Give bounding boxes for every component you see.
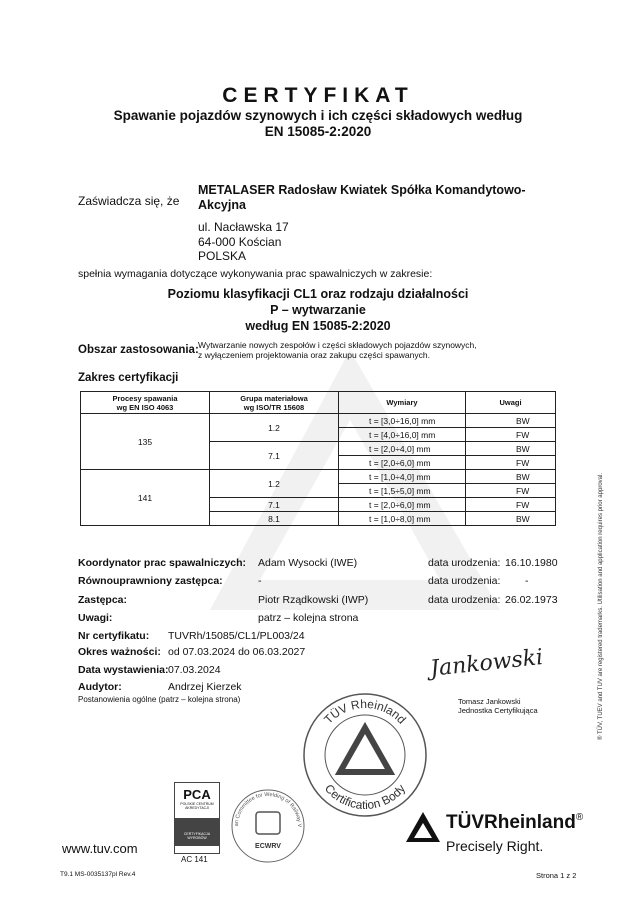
validity-label: Okres ważności: bbox=[78, 646, 161, 658]
seal-text-bottom: Certification Body bbox=[321, 781, 409, 813]
page-number: Strona 1 z 2 bbox=[536, 871, 577, 880]
cell-process: 141 bbox=[81, 470, 210, 526]
ecwrv-ring-text: an Committee for Welding of Railway V bbox=[233, 791, 303, 828]
cell-remark: BW bbox=[466, 414, 556, 428]
table-row bbox=[81, 470, 556, 484]
coordinator-name: Adam Wysocki (IWE) bbox=[258, 557, 358, 569]
cell-dims: t = [1,0÷4,0] mm bbox=[339, 470, 466, 484]
cell-dims: t = [1,0÷8,0] mm bbox=[339, 512, 466, 526]
pca-sub2: AKREDYTACJI bbox=[185, 806, 209, 810]
cell-dims: t = [3,0÷16,0] mm bbox=[339, 414, 466, 428]
company-street: ul. Nacławska 17 bbox=[198, 220, 289, 234]
signatory-unit: Jednostka Certyfikująca bbox=[458, 706, 538, 715]
header-process: Procesy spawania wg EN ISO 4063 bbox=[81, 392, 210, 414]
seal-text-top: TÜV Rheinland bbox=[321, 696, 409, 727]
tuv-brand-name: TÜVRheinland bbox=[446, 812, 576, 833]
cell-dims: t = [1,5÷5,0] mm bbox=[339, 484, 466, 498]
pca-dark-band bbox=[175, 818, 219, 846]
ecwrv-logo bbox=[228, 786, 308, 866]
table-heading: Zakres certyfikacji bbox=[78, 372, 179, 384]
deputy-birth-label: data urodzenia: bbox=[428, 594, 501, 606]
cell-group: 7.1 bbox=[210, 442, 339, 470]
company-name bbox=[198, 183, 558, 213]
table-row bbox=[81, 414, 556, 428]
scope-line-1: Wytwarzanie nowych zespołów i części składowych pojazdów szynowych, bbox=[198, 340, 477, 350]
signatory-block bbox=[458, 697, 538, 715]
cell-group: 7.1 bbox=[210, 498, 339, 512]
signatory-name: Tomasz Jankowski bbox=[458, 697, 521, 706]
cell-dims: t = [2,0÷6,0] mm bbox=[339, 456, 466, 470]
pca-logo bbox=[174, 782, 220, 854]
page-subtitle bbox=[60, 108, 576, 140]
deputy-label: Zastępca: bbox=[78, 594, 128, 606]
general-terms: Postanowienia ogólne (patrz – kolejna strona) bbox=[78, 695, 241, 704]
train-icon bbox=[256, 812, 280, 834]
issue-date-label: Data wystawienia: bbox=[78, 664, 169, 676]
company-line-2: Akcyjna bbox=[198, 198, 246, 212]
equal-deputy-label: Równouprawniony zastępca: bbox=[78, 575, 223, 587]
header-group: Grupa materiałowa wg ISO/TR 15608 bbox=[210, 392, 339, 414]
page-title: CERTYFIKAT bbox=[222, 84, 414, 107]
cell-group: 1.2 bbox=[210, 470, 339, 498]
cell-remark: FW bbox=[466, 498, 556, 512]
signature: Jankowski bbox=[429, 645, 545, 682]
certification-table bbox=[80, 391, 556, 526]
doc-code: T9.1 MS-0035137pl Rev.4 bbox=[60, 871, 136, 878]
auditor: Andrzej Kierzek bbox=[168, 681, 242, 693]
scope-line-2: z wyłączeniem projektowania oraz zakupu części spawanych. bbox=[198, 350, 430, 360]
tuv-slogan: Precisely Right. bbox=[446, 838, 544, 854]
cell-remark: BW bbox=[466, 442, 556, 456]
cell-dims: t = [2,0÷4,0] mm bbox=[339, 442, 466, 456]
header-dims: Wymiary bbox=[339, 392, 466, 414]
certifies-label: Zaświadcza się, że bbox=[78, 194, 180, 208]
equal-deputy-name: - bbox=[258, 575, 262, 587]
company-line-1: METALASER Radosław Kwiatek Spółka Komandytowo- bbox=[198, 183, 526, 197]
subtitle-line-2: EN 15085-2:2020 bbox=[264, 124, 372, 139]
tuv-reg: ® bbox=[575, 812, 584, 823]
pca-sub1: POLSKIE CENTRUM bbox=[180, 802, 214, 806]
scope-text bbox=[198, 340, 477, 360]
tuv-brand bbox=[446, 812, 583, 834]
pca-sub3: CERTYFIKACJA bbox=[183, 832, 211, 836]
cert-number-label: Nr certyfikatu: bbox=[78, 630, 150, 642]
vertical-trademark-note: ® TÜV, TUEV and TUV are registered trademarks. Utilisation and application requires prior approval. bbox=[598, 473, 604, 740]
certification-seal bbox=[300, 690, 430, 820]
company-city: 64-000 Kościan bbox=[198, 235, 282, 249]
cell-remark: FW bbox=[466, 456, 556, 470]
cell-remark: FW bbox=[466, 484, 556, 498]
remarks-label: Uwagi: bbox=[78, 612, 113, 624]
pca-sub4: WYROBÓW bbox=[187, 836, 207, 840]
validity: od 07.03.2024 do 06.03.2027 bbox=[168, 646, 306, 658]
tuv-triangle-icon bbox=[404, 810, 442, 844]
scope-label: Obszar zastosowania: bbox=[78, 344, 199, 356]
level-line-3: według EN 15085-2:2020 bbox=[245, 319, 391, 333]
requirements-text: spełnia wymagania dotyczące wykonywania prac spawalniczych w zakresie: bbox=[78, 268, 433, 280]
pca-number: AC 141 bbox=[181, 855, 208, 864]
remarks-value: patrz – kolejna strona bbox=[258, 612, 359, 624]
level-line-1: Poziomu klasyfikacji CL1 oraz rodzaju działalności bbox=[167, 287, 469, 301]
cell-group: 8.1 bbox=[210, 512, 339, 526]
header-remarks: Uwagi bbox=[466, 392, 556, 414]
coordinator-birth-label: data urodzenia: bbox=[428, 557, 501, 569]
cell-remark: BW bbox=[466, 512, 556, 526]
issue-date: 07.03.2024 bbox=[168, 664, 221, 676]
equal-deputy-birth: - bbox=[525, 575, 529, 587]
ecwrv-text: ECWRV bbox=[255, 843, 281, 850]
subtitle-line-1: Spawanie pojazdów szynowych i ich części składowych według bbox=[113, 108, 523, 123]
coordinator-birth: 16.10.1980 bbox=[505, 557, 558, 569]
pca-title: PCA bbox=[183, 787, 211, 802]
equal-deputy-birth-label: data urodzenia: bbox=[428, 575, 501, 587]
table-header-row bbox=[81, 392, 556, 414]
triangle-icon bbox=[340, 728, 390, 772]
auditor-label: Audytor: bbox=[78, 681, 122, 693]
cell-remark: FW bbox=[466, 428, 556, 442]
coordinator-label: Koordynator prac spawalniczych: bbox=[78, 557, 247, 569]
company-country: POLSKA bbox=[198, 249, 247, 263]
deputy-birth: 26.02.1973 bbox=[505, 594, 558, 606]
cell-process: 135 bbox=[81, 414, 210, 470]
cell-dims: t = [2,0÷6,0] mm bbox=[339, 498, 466, 512]
pca-sub bbox=[175, 802, 219, 810]
cell-remark: BW bbox=[466, 470, 556, 484]
website-link[interactable]: www.tuv.com bbox=[62, 841, 138, 856]
deputy-name: Piotr Rządkowski (IWP) bbox=[258, 594, 369, 606]
level-line-2: P – wytwarzanie bbox=[270, 303, 366, 317]
cell-dims: t = [4,0÷16,0] mm bbox=[339, 428, 466, 442]
cell-group: 1.2 bbox=[210, 414, 339, 442]
cert-number: TUVRh/15085/CL1/PL003/24 bbox=[168, 630, 305, 642]
